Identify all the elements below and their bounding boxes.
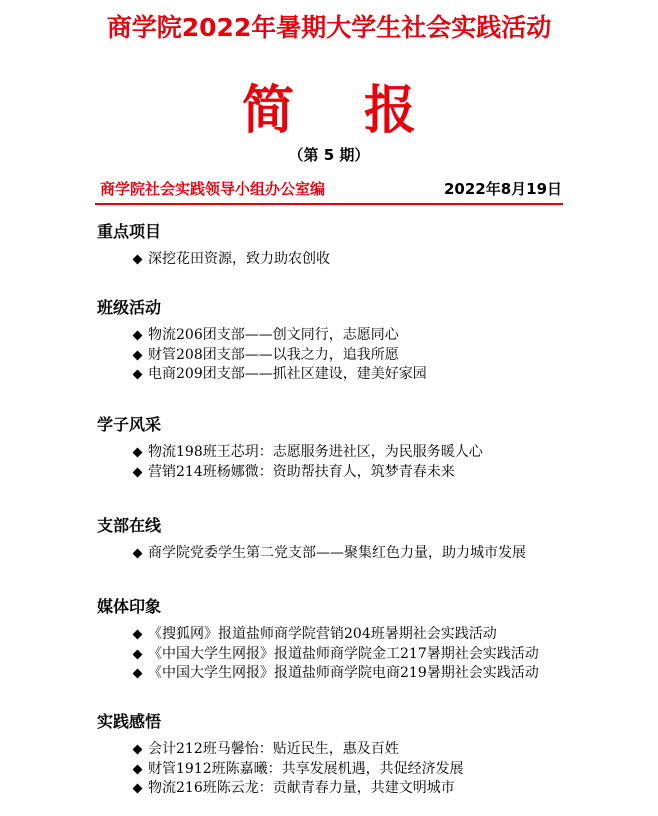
issue-number: （第 5 期） <box>288 146 370 164</box>
list-item: 电商209团支部——抓社区建设，建美好家园 <box>97 365 427 385</box>
list-item: 财管208团支部——以我之力，追我所愿 <box>97 346 427 366</box>
list-item: 物流206团支部——创文同行，志愿同心 <box>97 326 427 346</box>
list-item: 会计212班马馨怡：贴近民生，惠及百姓 <box>97 740 464 760</box>
section-branch-online <box>97 516 526 564</box>
section-title: 实践感悟 <box>97 712 162 731</box>
list-item: 《中国大学生网报》报道盐师商学院电商219暑期社会实践活动 <box>97 664 539 684</box>
bulletin-title-right: 报 <box>364 80 417 141</box>
list-item: 物流198班王芯玥：志愿服务进社区，为民服务暖人心 <box>97 443 483 463</box>
publish-date: 2022年8月19日 <box>444 180 563 198</box>
bulletin-title <box>0 68 658 143</box>
section-title: 班级活动 <box>97 298 162 317</box>
item-list <box>97 326 427 385</box>
list-item: 物流216班陈云龙：贡献青春力量，共建文明城市 <box>97 779 464 799</box>
section-title: 支部在线 <box>97 516 162 535</box>
header-divider <box>95 203 563 205</box>
list-item: 深挖花田资源，致力助农创收 <box>97 250 330 270</box>
bulletin-title-left: 简 <box>241 80 294 141</box>
editor-line: 商学院社会实践领导小组办公室编 <box>100 180 326 198</box>
section-student-style <box>97 415 483 482</box>
list-item: 《中国大学生网报》报道盐师商学院金工217暑期社会实践活动 <box>97 645 539 665</box>
section-title: 媒体印象 <box>97 597 162 616</box>
item-list <box>97 544 526 564</box>
section-class-activities <box>97 298 427 385</box>
section-media-impressions <box>97 597 539 684</box>
section-title: 重点项目 <box>97 222 162 241</box>
list-item: 《搜狐网》报道盐师商学院营销204班暑期社会实践活动 <box>97 625 539 645</box>
item-list <box>97 250 330 270</box>
list-item: 商学院党委学生第二党支部——聚集红色力量，助力城市发展 <box>97 544 526 564</box>
list-item: 财管1912班陈嘉曦：共享发展机遇，共促经济发展 <box>97 760 464 780</box>
section-key-projects <box>97 222 330 270</box>
section-practice-reflections <box>97 712 464 799</box>
section-title: 学子风采 <box>97 415 162 434</box>
item-list <box>97 443 483 482</box>
list-item: 营销214班杨娜微：资助帮扶育人，筑梦青春未来 <box>97 463 483 483</box>
item-list <box>97 625 539 684</box>
item-list <box>97 740 464 799</box>
main-title: 商学院2022年暑期大学生社会实践活动 <box>106 13 552 42</box>
